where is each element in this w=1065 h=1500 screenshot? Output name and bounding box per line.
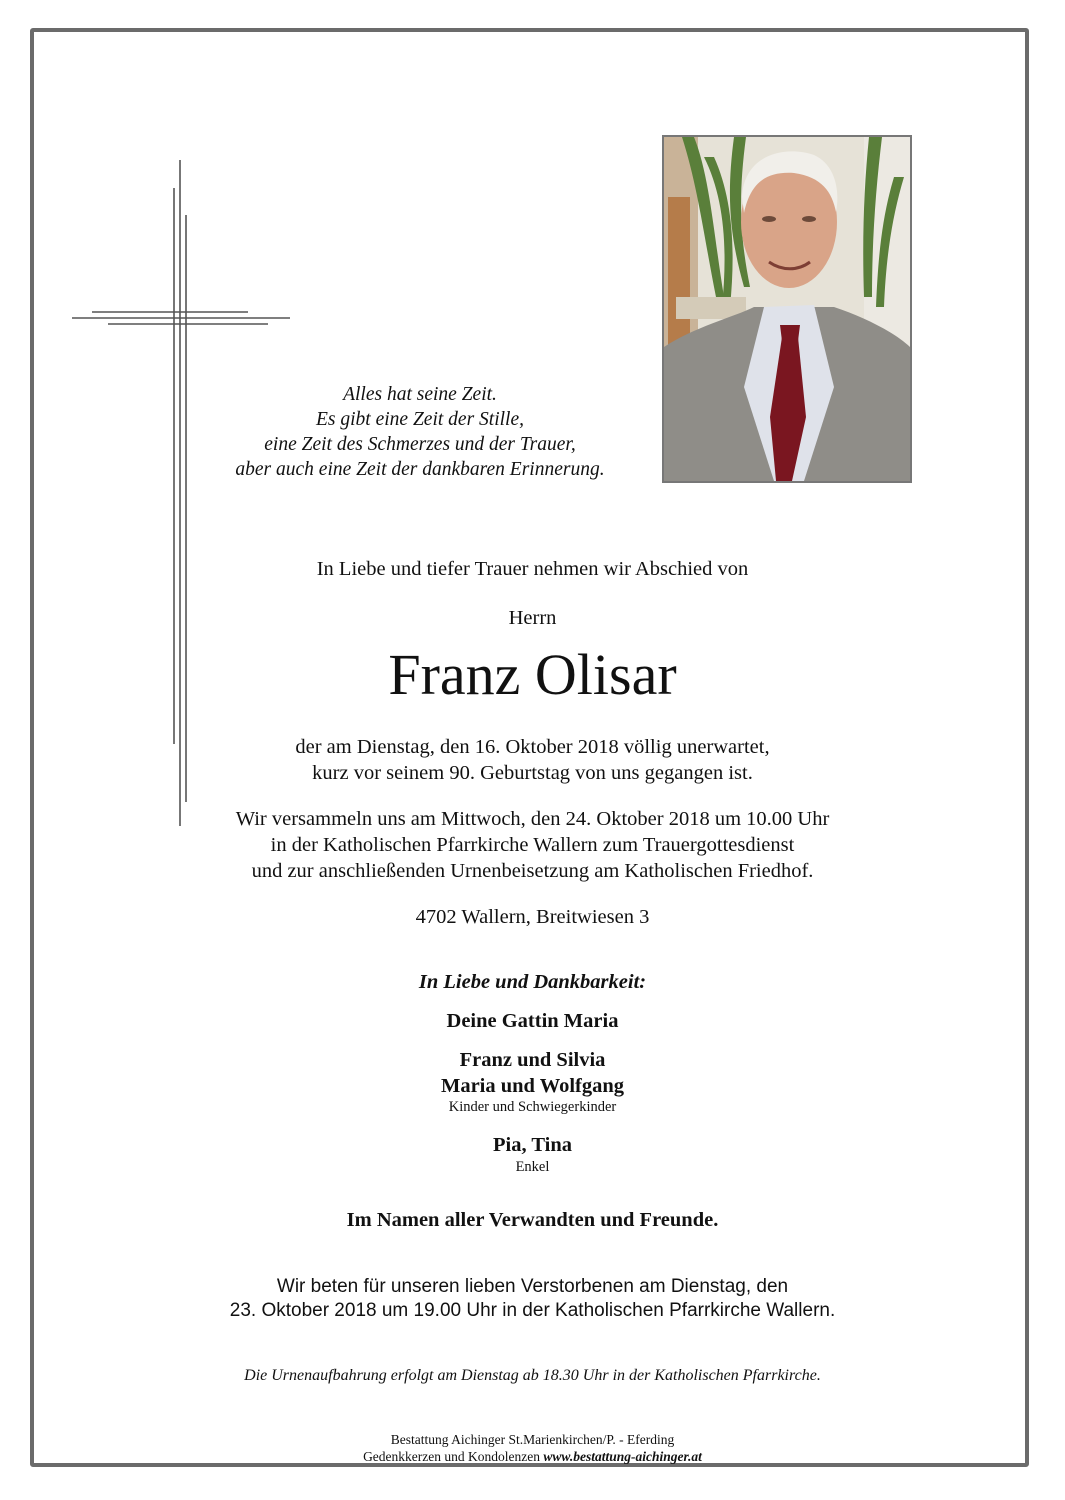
child-name: Franz und Silvia	[459, 1049, 606, 1071]
intro-text: In Liebe und tiefer Trauer nehmen wir Abschied von	[316, 558, 749, 580]
footer-text: Gedenkkerzen und Kondolenzen	[363, 1449, 544, 1464]
death-announcement	[0, 734, 1065, 786]
prayer-line: 23. Oktober 2018 um 19.00 Uhr in der Katholischen Pfarrkirche Wallern.	[229, 1300, 836, 1321]
grandchildren-names: Pia, Tina	[493, 1134, 572, 1156]
death-line: der am Dienstag, den 16. Oktober 2018 völlig unerwartet,	[295, 736, 770, 758]
urn-note: Die Urnenaufbahrung erfolgt am Dienstag ab 18.30 Uhr in der Katholischen Pfarrkirche.	[244, 1367, 821, 1384]
grandchildren-label: Enkel	[515, 1159, 550, 1175]
footer-line: Bestattung Aichinger St.Marienkirchen/P. - Eferding	[390, 1432, 675, 1447]
portrait-photo	[662, 135, 912, 483]
cross-icon	[70, 160, 292, 830]
closing-line: Im Namen aller Verwandten und Freunde.	[346, 1209, 719, 1231]
salutation: Herrn	[508, 607, 557, 629]
service-line: Wir versammeln uns am Mittwoch, den 24. Oktober 2018 um 10.00 Uhr	[235, 808, 830, 830]
children-names	[0, 1047, 1065, 1099]
prayer-notice	[0, 1275, 1065, 1323]
child-name: Maria und Wolfgang	[440, 1075, 625, 1097]
poem-line: Es gibt eine Zeit der Stille,	[316, 409, 524, 430]
poem-line: Alles hat seine Zeit.	[343, 384, 497, 405]
death-line: kurz vor seinem 90. Geburtstag von uns gegangen ist.	[312, 762, 753, 784]
poem-line: eine Zeit des Schmerzes und der Trauer,	[264, 434, 576, 455]
service-line: und zur anschließenden Urnenbeisetzung am Katholischen Friedhof.	[251, 860, 814, 882]
footer	[0, 1431, 1065, 1465]
website-link[interactable]: www.bestattung-aichinger.at	[543, 1449, 702, 1464]
poem	[200, 382, 640, 482]
footer-line	[0, 1448, 1065, 1465]
service-details	[0, 806, 1065, 884]
spouse-name: Deine Gattin Maria	[446, 1010, 619, 1032]
address: 4702 Wallern, Breitwiesen 3	[415, 906, 650, 928]
mourners-heading: In Liebe und Dankbarkeit:	[418, 971, 647, 993]
children-label: Kinder und Schwiegerkinder	[448, 1099, 617, 1115]
prayer-line: Wir beten für unseren lieben Verstorbenen am Dienstag, den	[276, 1276, 789, 1297]
service-line: in der Katholischen Pfarrkirche Wallern zum Trauergottesdienst	[270, 834, 795, 856]
deceased-name: Franz Olisar	[388, 642, 677, 707]
poem-line: aber auch eine Zeit der dankbaren Erinnerung.	[235, 459, 605, 480]
